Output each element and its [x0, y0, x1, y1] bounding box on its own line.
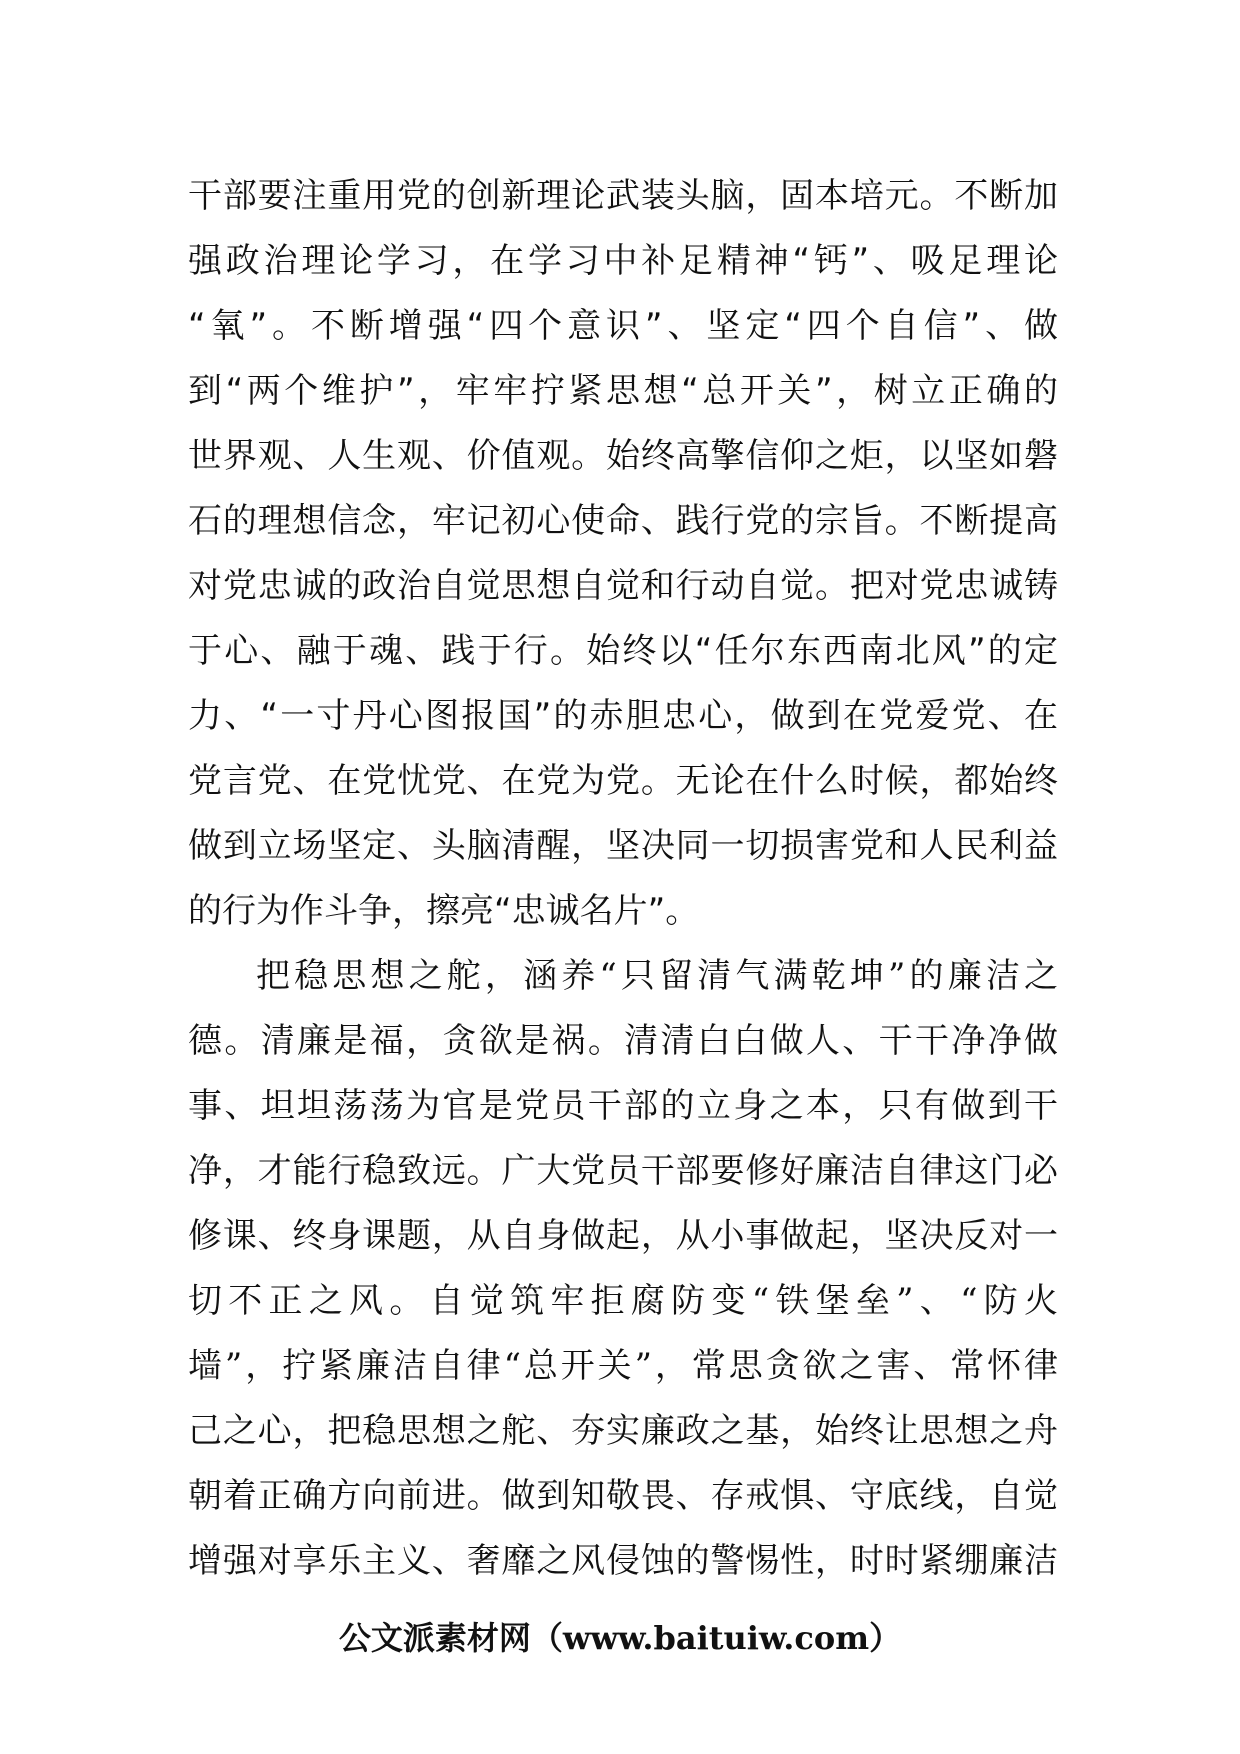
- text-line: 增强对享乐主义、奢靡之风侵蚀的警惕性，时时紧绷廉洁: [188, 1541, 1058, 1581]
- text-line: 墙”，拧紧廉洁自律“总开关”，常思贪欲之害、常怀律: [188, 1346, 1058, 1386]
- text-line: 力、“一寸丹心图报国”的赤胆忠心，做到在党爱党、在: [188, 696, 1058, 736]
- text-line: “氧”。不断增强“四个意识”、坚定“四个自信”、做: [188, 306, 1058, 346]
- text-line: 做到立场坚定、头脑清醒，坚决同一切损害党和人民利益: [188, 826, 1058, 866]
- text-line: 对党忠诚的政治自觉思想自觉和行动自觉。把对党忠诚铸: [188, 566, 1058, 606]
- text-line: 德。清廉是福，贪欲是祸。清清白白做人、干干净净做: [188, 1021, 1058, 1061]
- text-line: 把稳思想之舵，涵养“只留清气满乾坤”的廉洁之: [256, 956, 1058, 996]
- text-line: 切不正之风。自觉筑牢拒腐防变“铁堡垒”、“防火: [188, 1281, 1058, 1321]
- text-line: 于心、融于魂、践于行。始终以“任尔东西南北风”的定: [188, 631, 1058, 671]
- paragraph-2: [188, 944, 1058, 1594]
- text-line: 石的理想信念，牢记初心使命、践行党的宗旨。不断提高: [188, 501, 1058, 541]
- text-line: 的行为作斗争，擦亮“忠诚名片”。: [188, 891, 700, 931]
- text-line: 朝着正确方向前进。做到知敬畏、存戒惧、守底线，自觉: [188, 1476, 1058, 1516]
- footer-watermark: 公文派素材网（www.baituiw.com）: [338, 1619, 902, 1657]
- text-line: 事、坦坦荡荡为官是党员干部的立身之本，只有做到干: [188, 1086, 1058, 1126]
- paragraph-1: [188, 164, 1058, 944]
- text-line: 党言党、在党忧党、在党为党。无论在什么时候，都始终: [188, 761, 1058, 801]
- text-line: 修课、终身课题，从自身做起，从小事做起，坚决反对一: [188, 1216, 1058, 1256]
- document-body: [188, 164, 1058, 1594]
- text-line: 强政治理论学习，在学习中补足精神“钙”、吸足理论: [188, 241, 1058, 281]
- text-line: 干部要注重用党的创新理论武装头脑，固本培元。不断加: [188, 176, 1058, 216]
- text-line: 到“两个维护”，牢牢拧紧思想“总开关”，树立正确的: [188, 371, 1058, 411]
- text-line: 世界观、人生观、价值观。始终高擎信仰之炬，以坚如磐: [188, 436, 1058, 476]
- text-line: 净，才能行稳致远。广大党员干部要修好廉洁自律这门必: [188, 1151, 1058, 1191]
- text-line: 己之心，把稳思想之舵、夯实廉政之基，始终让思想之舟: [188, 1411, 1058, 1451]
